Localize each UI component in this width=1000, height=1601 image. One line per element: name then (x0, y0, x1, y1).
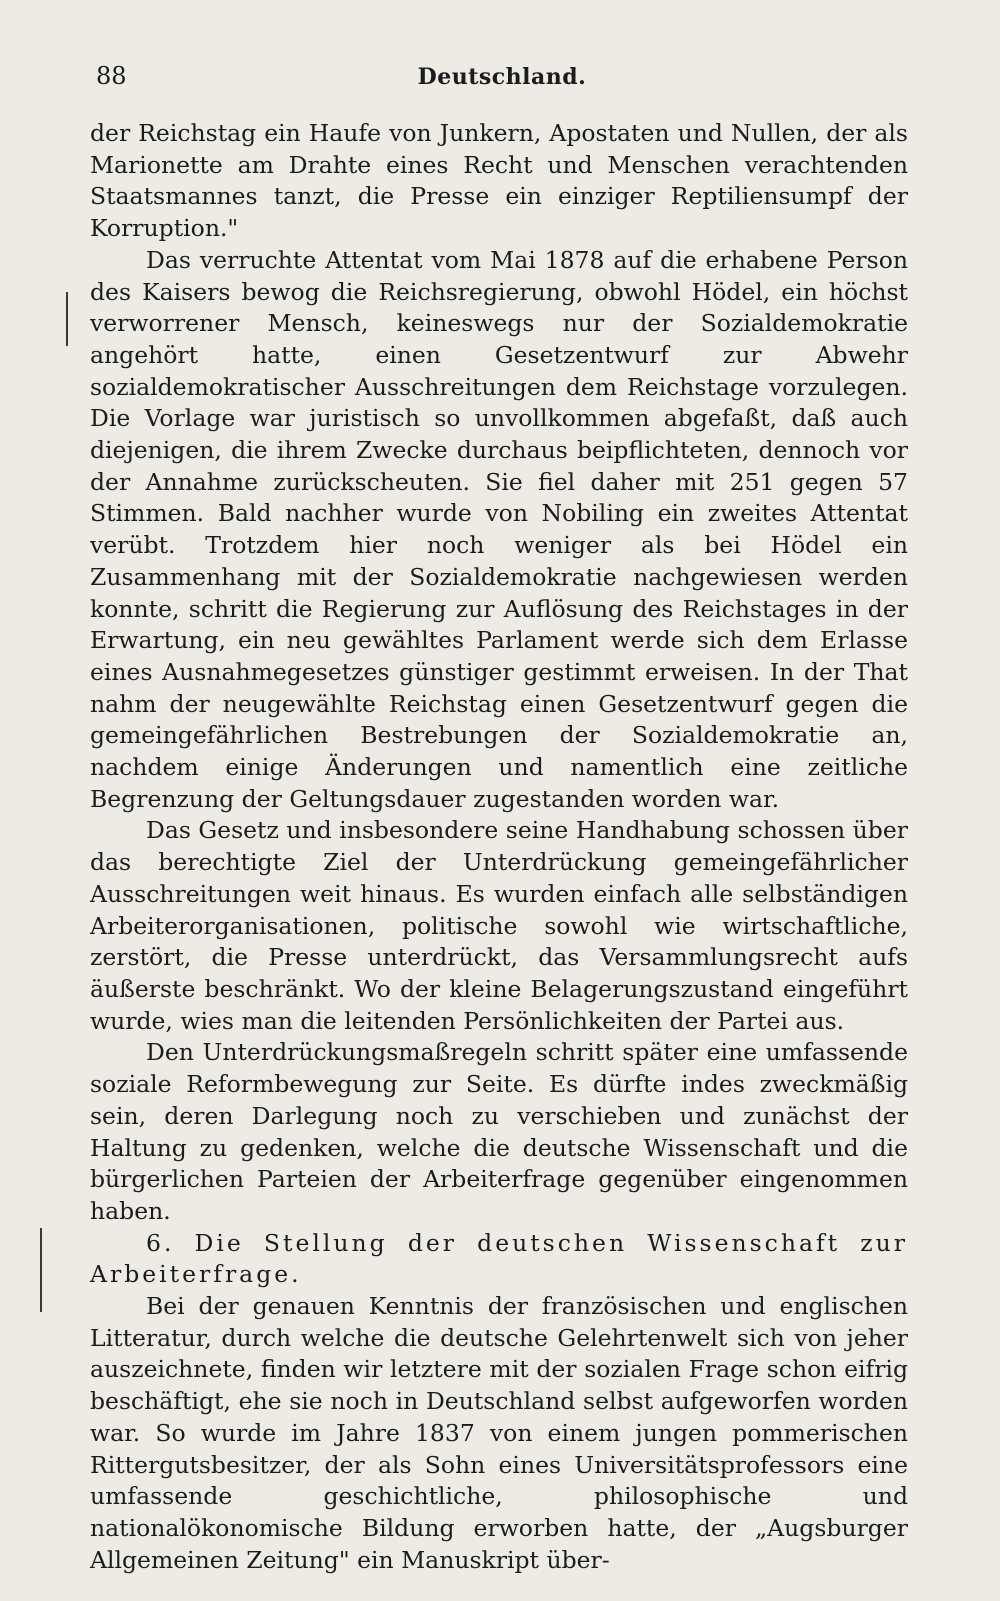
paragraph-continuation: der Reichstag ein Haufe von Junkern, Apostaten und Nullen, der als Marionette am Drahte eines Recht und Menschen verachtenden Staatsmannes tanzt, die Presse ein einziger Reptiliensumpf der Korruption." (90, 119, 908, 243)
page-number: 88 (96, 62, 127, 90)
body-text (90, 118, 908, 1576)
paragraph-gesetz: Das Gesetz und insbesondere seine Handhabung schossen über das berechtigte Ziel der Unterdrückung gemeingefährlicher Ausschreitungen weit hinaus. Es wurden einfach alle selbständigen Arbeiterorganisationen, politische sowohl wie wirtschaftliche, zerstört, die Presse unterdrückt, das Versammlungsrecht aufs äußerste beschränkt. Wo der kleine Belagerungszustand eingeführt wurde, wies man die leitenden Persönlichkeiten der Partei aus. (90, 816, 908, 1035)
margin-pencil-mark (66, 292, 68, 346)
paragraph-reformbewegung: Den Unterdrückungsmaßregeln schritt später eine umfassende soziale Reformbewegung zur Seite. Es dürfte indes zweckmäßig sein, deren Darlegung noch zu verschieben und zunächst der Haltung zu gedenken, welche die deutsche Wissenschaft und die bürgerlichen Parteien der Arbeiterfrage gegenüber eingenommen haben. (90, 1038, 908, 1225)
running-title: Deutschland. (417, 64, 587, 90)
margin-pencil-mark (40, 1228, 42, 1312)
paragraph-attentat: Das verruchte Attentat vom Mai 1878 auf die erhabene Person des Kaisers bewog die Reichsregierung, obwohl Hödel, ein höchst verworrener Mensch, keineswegs nur der Sozialdemokratie angehört hatte, einen Gesetzentwurf zur Abwehr sozialdemokratischer Ausschreitungen dem Reichstage vorzulegen. Die Vorlage war juristisch so unvollkommen abgefaßt, daß auch diejenigen, die ihrem Zwecke durchaus beipflichteten, dennoch vor der Annahme zurückscheuten. Sie fiel daher mit 251 gegen 57 Stimmen. Bald nachher wurde von Nobiling ein zweites Attentat verübt. Trotzdem hier noch weniger als bei Hödel ein Zusammenhang mit der Sozialdemokratie nachgewiesen werden konnte, schritt die Regierung zur Auflösung des Reichstages in der Erwartung, ein neu gewähltes Parlament werde sich dem Erlasse eines Ausnahmegesetzes günstiger gestimmt erweisen. In der That nahm der neugewählte Reichstag einen Gesetzentwurf gegen die gemeingefährlichen Bestrebungen der Sozialdemokratie an, nachdem einige Änderungen und namentlich eine zeitliche Begrenzung der Geltungsdauer zugestanden worden war. (90, 245, 908, 813)
page-header (96, 62, 908, 98)
section-heading: 6. Die Stellung der deutschen Wissenschaft zur Arbeiterfrage. (90, 1228, 908, 1289)
paragraph-section-6: Bei der genauen Kenntnis der französischen und englischen Litteratur, durch welche die deutsche Gelehrtenwelt sich von jeher auszeichnete, finden wir letztere mit der sozialen Frage schon eifrig beschäftigt, ehe sie noch in Deutschland selbst aufgeworfen worden war. So wurde im Jahre 1837 von einem jungen pommerischen Rittergutsbesitzer, der als Sohn eines Universitätsprofessors eine umfassende geschichtliche, philosophische und nationalökonomische Bildung erworben hatte, der „Augsburger Allgemeinen Zeitung" ein Manuskript über- (90, 1292, 908, 1574)
